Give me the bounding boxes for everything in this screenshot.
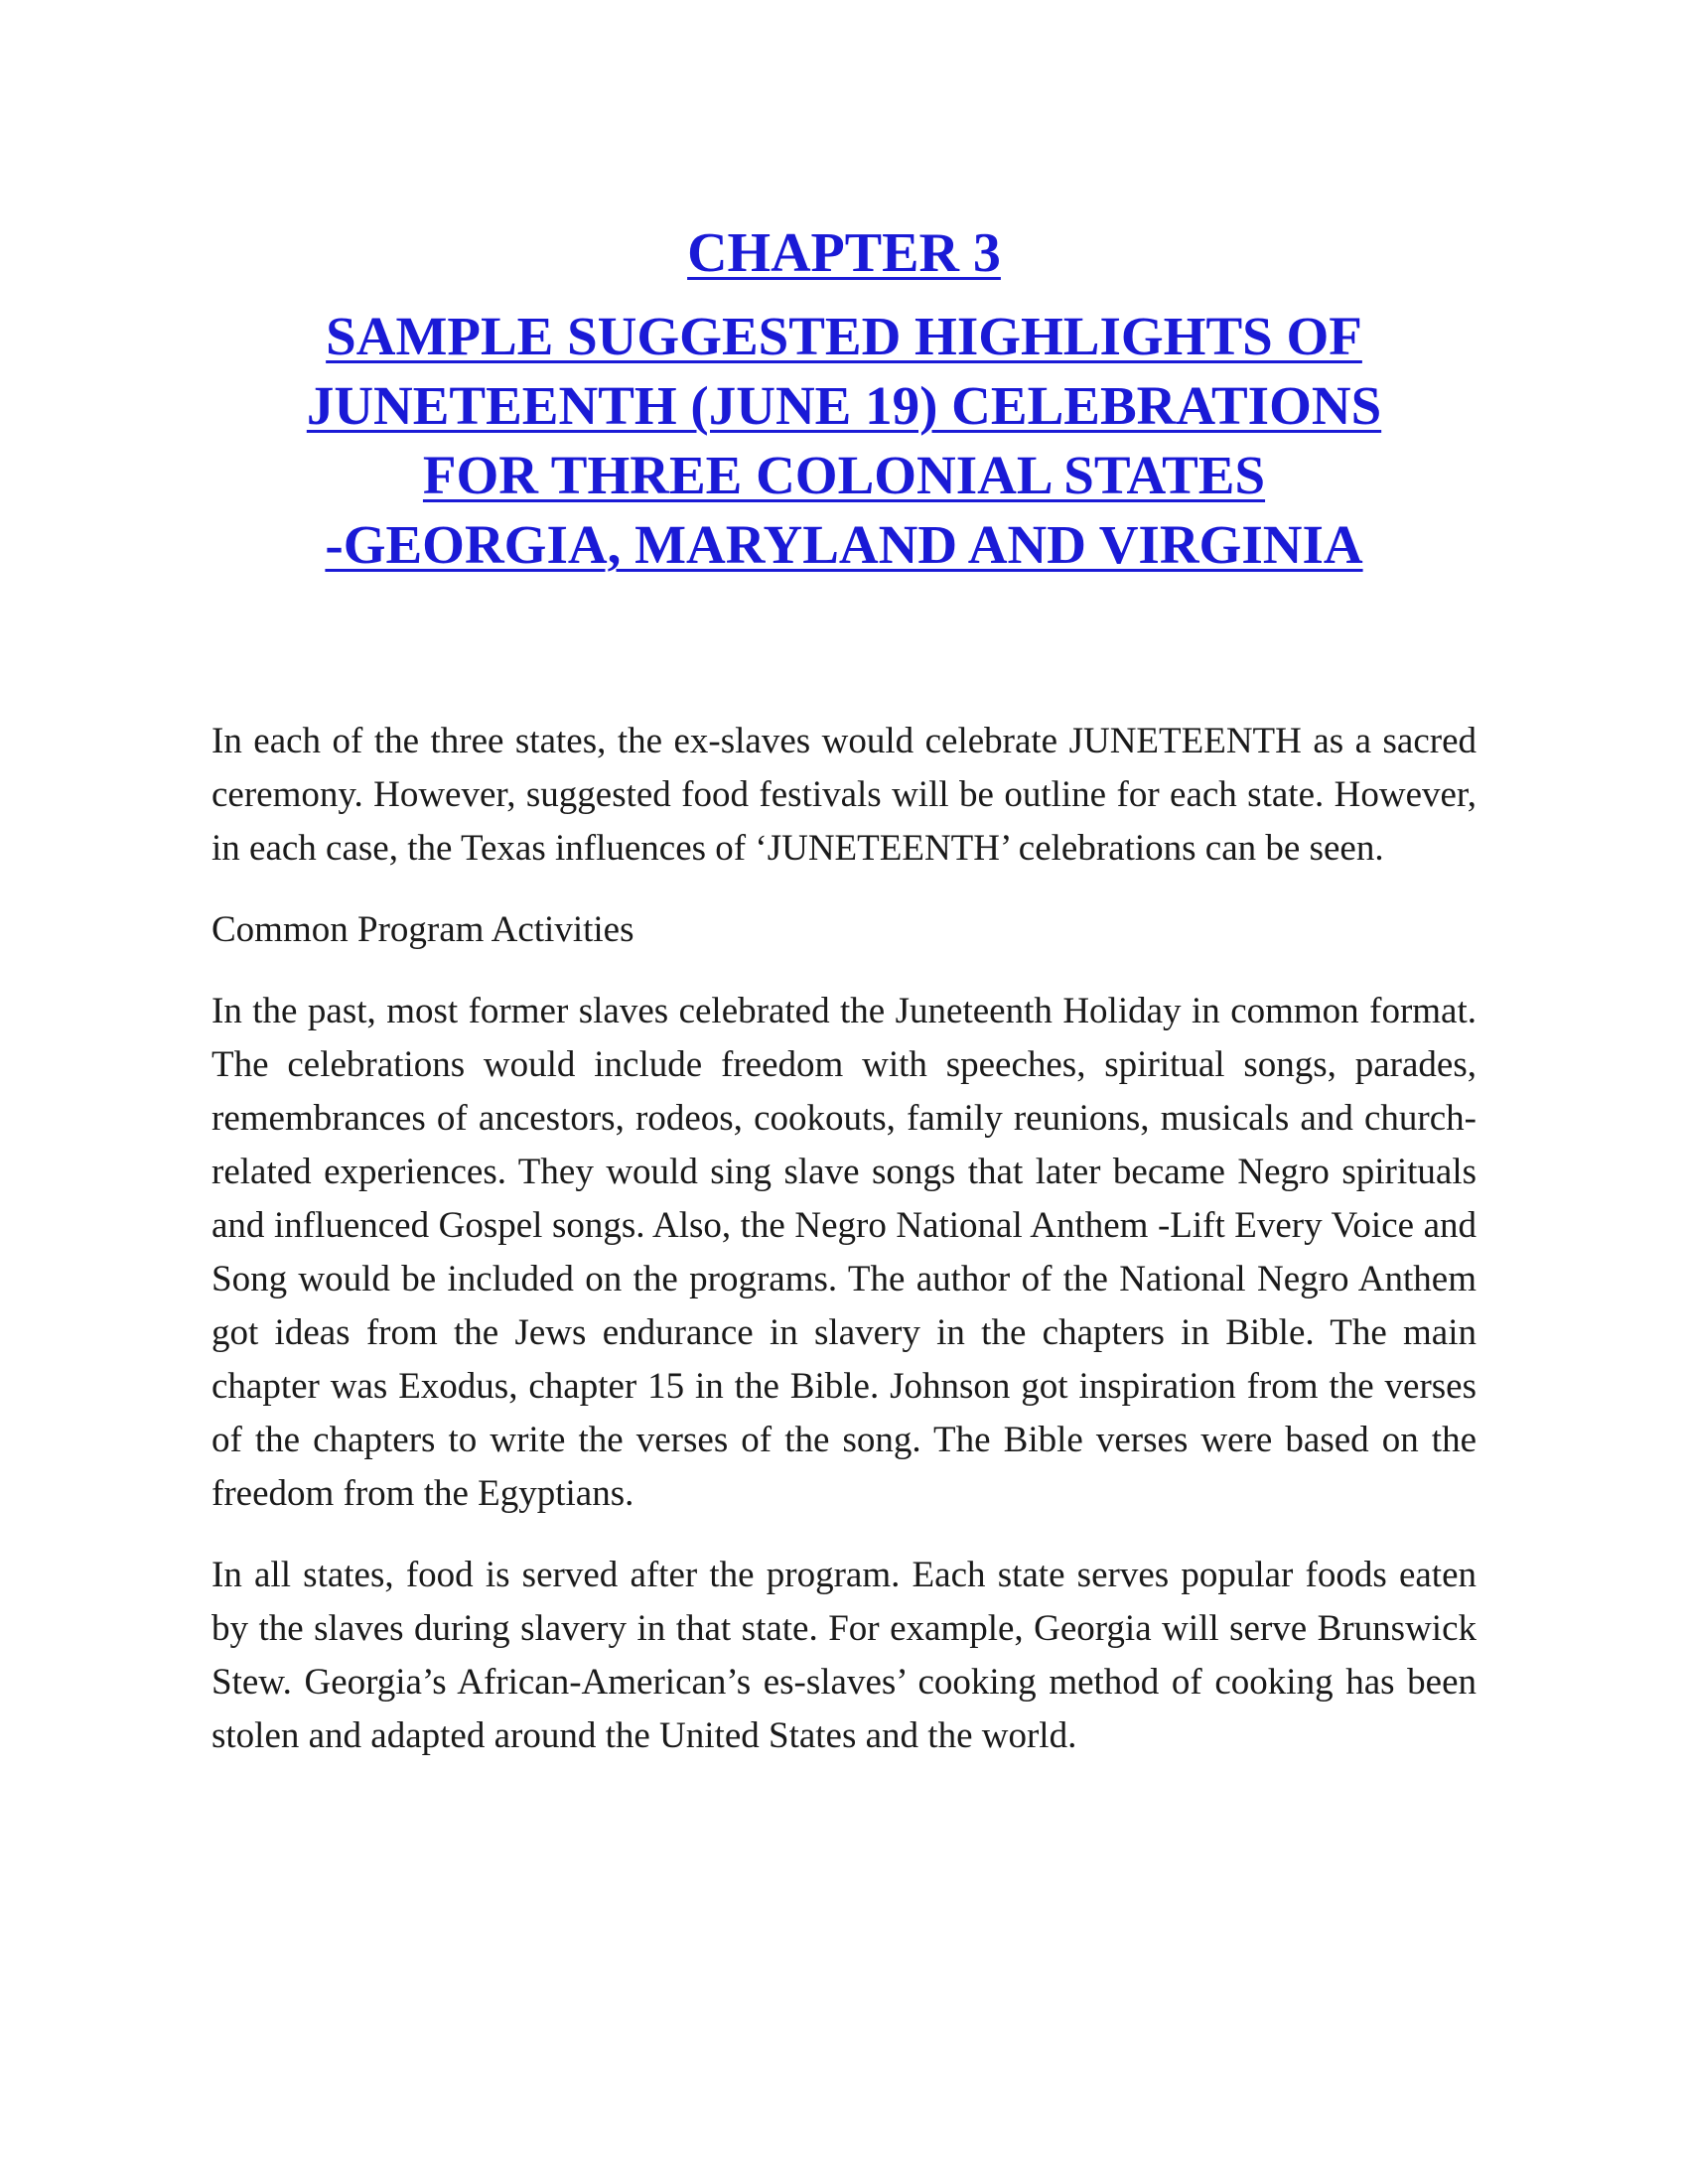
- chapter-label: CHAPTER 3: [687, 222, 1001, 284]
- chapter-heading: [211, 218, 1477, 580]
- food-paragraph: In all states, food is served after the program. Each state serves popular foods eaten by the slaves during slavery in that state. For example, Georgia will serve Brunswick Stew. Georgia’s African-American’s es-slaves’ cooking method of cooking has been stolen and adapted around the United States and the world.: [211, 1555, 1477, 1756]
- chapter-title-line-1: SAMPLE SUGGESTED HIGHLIGHTS OF: [326, 306, 1362, 366]
- chapter-title-line-4: -GEORGIA, MARYLAND AND VIRGINIA: [325, 514, 1363, 575]
- chapter-title-line-3: FOR THREE COLONIAL STATES: [422, 445, 1266, 505]
- section-subheading: Common Program Activities: [211, 909, 634, 950]
- chapter-title-line-2: JUNETEENTH (JUNE 19) CELEBRATIONS: [306, 375, 1382, 436]
- chapter-title: [211, 302, 1477, 580]
- activities-paragraph: In the past, most former slaves celebrated the Juneteenth Holiday in common format. The celebrations would include freedom with speeches, spiritual songs, parades, remembrances of ancestors, rodeos, cookouts, family reunions, musicals and church-related experiences. They would sing slave songs that later became Negro spirituals and influenced Gospel songs. Also, the Negro National Anthem -Lift Every Voice and Song would be included on the programs. The author of the National Negro Anthem got ideas from the Jews endurance in slavery in the chapters in Bible. The main chapter was Exodus, chapter 15 in the Bible. Johnson got inspiration from the verses of the chapters to write the verses of the song. The Bible verses were based on the freedom from the Egyptians.: [211, 991, 1477, 1514]
- intro-paragraph: In each of the three states, the ex-slaves would celebrate JUNETEENTH as a sacred ceremony. However, suggested food festivals will be outline for each state. However, in each case, the Texas influences of ‘JUNETEENTH’ celebrations can be seen.: [211, 721, 1477, 869]
- body-text: [211, 715, 1477, 1791]
